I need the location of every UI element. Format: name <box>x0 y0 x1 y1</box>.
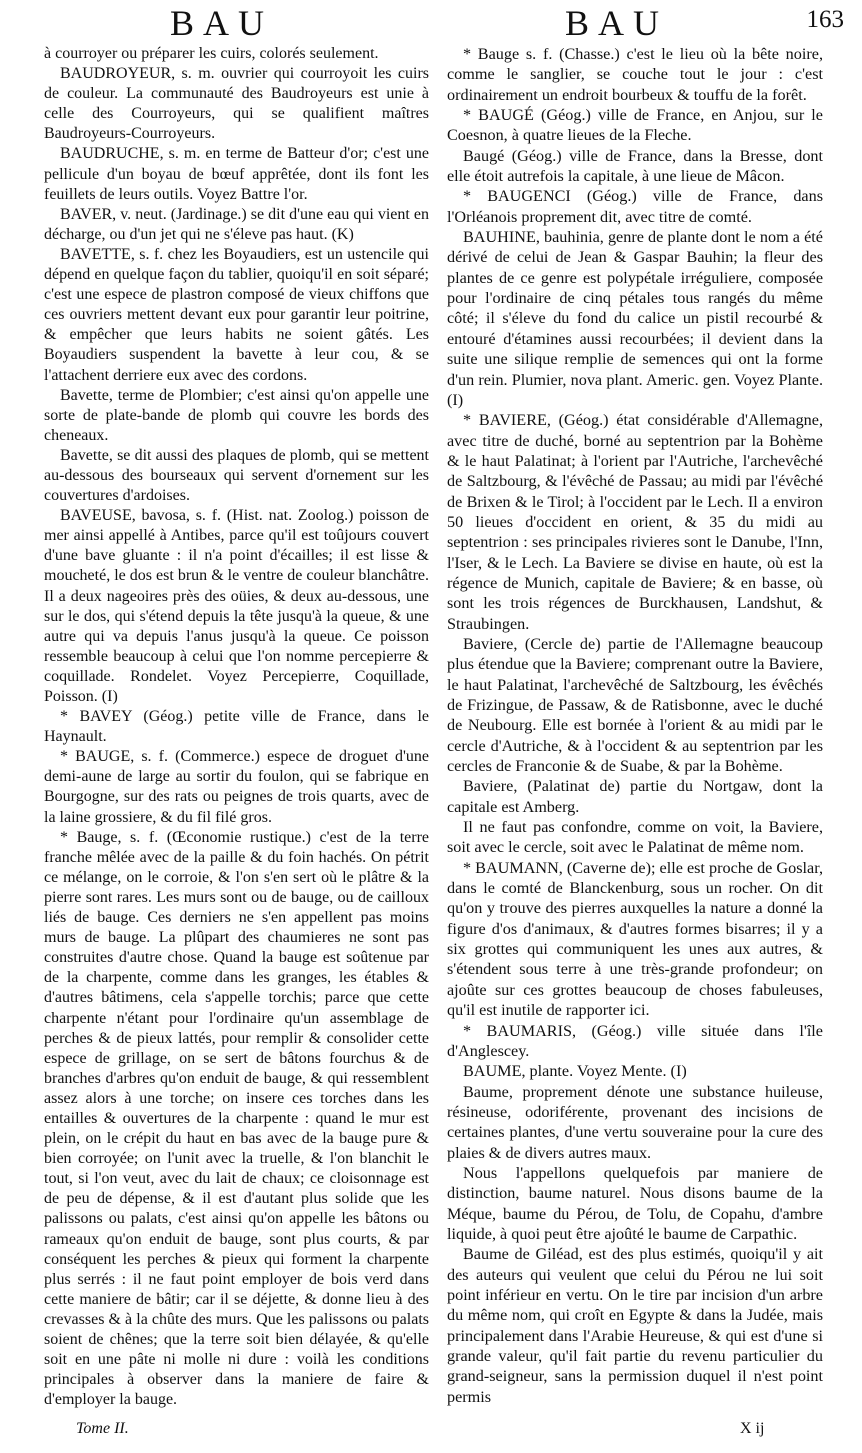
page-header <box>0 0 862 48</box>
article-paragraph: Nous l'appellons quelquefois par maniere de distinction, baume naturel. Nous disons baume de la Méque, baume du Pérou, de Tolu, de Copahu, d'ambre liquide, à quoi peut être ajoûté le baume de Carpathic. <box>447 1163 823 1243</box>
article-paragraph: BAUME, plante. Voyez Mente. (I) <box>463 1062 687 1081</box>
page-number: 163 <box>806 6 844 33</box>
article-paragraph: BAUDROYEUR, s. m. ouvrier qui courroyoit les cuirs de couleur. La communauté des Baudroyeurs est unie à celle des Courroyeurs, qui se qualifient maîtres Baudroyeurs-Courroyeurs. <box>44 65 429 143</box>
article-paragraph: Baugé (Géog.) ville de France, dans la Bresse, dont elle étoit autrefois la capitale, à une lieue de Mâcon. <box>447 146 823 186</box>
catchword: X ij <box>740 1420 765 1437</box>
left-column <box>44 44 429 1410</box>
volume-signature: Tome II. <box>76 1420 129 1437</box>
article-paragraph: * BAVIERE, (Géog.) état considérable d'Allemagne, avec titre de duché, borné au septentrion par la Bohème & le haut Palatinat; à l'orient par l'Autriche, l'archevêché de Saltzbourg, & l'évêché de Passau; au midi par l'évêché de Brixen & le Tirol; à l'occident par le Lech. Il a environ 50 lieues d'occident en orient, & 35 du midi au septentrion : ses principales rivieres sont le Danube, l'Inn, l'Iser, & le Lech. La Baviere se divise en haute, où est la régence de Munich, capitale de Baviere; & en basse, où sont les trois régences de Burckhausen, Landshut, & Straubingen. <box>447 411 823 633</box>
article-paragraph: BAUHINE, bauhinia, genre de plante dont le nom a été dérivé de celui de Jean & Gaspar Bauhin; la fleur des plantes de ce genre est polypétale irréguliere, composée pour l'ordinaire de cinq pétales tous rangés du même côté; il s'éleve du fond du calice un pistil recourbé & entouré d'étamines aussi recourbées; il devient dans la suite une silique remplie de semences qui ont la forme d'un rein. Plumier, nova plant. Americ. gen. Voyez Plante. (I) <box>447 228 823 409</box>
article-paragraph: BAUDRUCHE, s. m. en terme de Batteur d'or; c'est une pellicule d'un boyau de bœuf apprêtée, dont ils font les feuillets de leurs outils. Voyez Battre l'or. <box>44 145 429 203</box>
article-paragraph: Baviere, (Palatinat de) partie du Nortgaw, dont la capitale est Amberg. <box>447 777 823 816</box>
article-paragraph: * BAVEY (Géog.) petite ville de France, dans le Haynault. <box>44 708 429 746</box>
right-column <box>447 44 823 1407</box>
article-paragraph: BAVETTE, s. f. chez les Boyaudiers, est un ustencile qui dépend en quelque façon du tablier, quoiqu'il en soit séparé; c'est une espece de plastron composé de vieux chiffons que ces ouvriers mettent devant eux pour garantir leur poitrine, & empêcher que leurs habits ne soient gâtés. Les Boyaudiers suspendent la bavette à leur cou, & se l'attachent derriere eux avec des cordons. <box>44 245 429 384</box>
article-paragraph: * BAUGE, s. f. (Commerce.) espece de droguet d'une demi-aune de large au sortir du foulon, qui se fabrique en Bourgogne, sur des rats ou peignes de trois quarts, avec de la laine grossiere, & du fil filé gros. <box>44 748 429 826</box>
article-paragraph: * Bauge s. f. (Chasse.) c'est le lieu où la bête noire, comme le sanglier, se couche tout le jour : c'est ordinairement un endroit bourbeux & touffu de la forêt. <box>447 45 823 104</box>
article-paragraph: * BAUGENCI (Géog.) ville de France, dans l'Orléanois proprement dit, avec titre de comté. <box>447 187 823 226</box>
article-paragraph: * BAUMARIS, (Géog.) ville située dans l'île d'Anglescey. <box>447 1021 823 1060</box>
article-paragraph: Baume, proprement dénote une substance huileuse, résineuse, odoriférente, provenant des incisions de certaines plantes, d'une vertu souveraine pour la cure des plaies & de divers autres maux. <box>447 1082 823 1162</box>
article-paragraph: Il ne faut pas confondre, comme on voit, la Baviere, soit avec le cercle, soit avec le Palatinat de même nom. <box>447 818 823 857</box>
running-head-left: BAU <box>170 3 274 43</box>
running-head-right: BAU <box>565 3 669 43</box>
article-paragraph: * BAUMANN, (Caverne de); elle est proche de Goslar, dans le comté de Blanckenburg, sous un rocher. On dit qu'on y trouve des pierres auxquelles la nature a donné la figure d'os d'animaux, & d'autres formes bisarres; il y a six grottes qui communiquent les unes aux autres, & s'étendent sous terre à une très-grande profondeur; on ajoûte sur ces grottes beaucoup de choses fabuleuses, qu'il est inutile de rapporter ici. <box>447 858 823 1020</box>
article-paragraph: Baviere, (Cercle de) partie de l'Allemagne beaucoup plus étendue que la Baviere; comprenant outre la Baviere, le haut Palatinat, l'archevêché de Saltzbourg, les évêchés de Frizingue, de Passaw, & de Ratisbonne, avec le duché de Neubourg. Elle est bornée à l'orient & au midi par le cercle d'Autriche, & à l'occident & au septentrion par les cercles de Franconie & de Suabe, & par la Bohème. <box>447 634 823 776</box>
article-paragraph: BAVEUSE, bavosa, s. f. (Hist. nat. Zoolog.) poisson de mer ainsi appellé à Antibes, parce qu'il est toûjours couvert d'une bave gluante : il n'a point d'écailles; il est lisse & moucheté, le dos est brun & le ventre de couleur blanchâtre. Il a deux nageoires près des oüies, & deux au-dessous, une sur le dos, qui s'étend depuis la tête jusqu'à la queue, & une autre qui va depuis l'anus jusqu'à la queue. Ce poisson ressemble beaucoup à celui que l'on nomme percepierre & coquillade. Rondelet. Voyez Percepierre, Coquillade, Poisson. (I) <box>44 507 429 705</box>
article-paragraph: à courroyer ou préparer les cuirs, colorés seulement. <box>44 45 379 62</box>
article-paragraph: Bavette, terme de Plombier; c'est ainsi qu'on appelle une sorte de plate-bande de plomb qui couvre les bords des cheneaux. <box>44 386 429 444</box>
article-paragraph: * Bauge, s. f. (Œconomie rustique.) c'est de la terre franche mêlée avec de la paille & du foin hachés. On pétrit ce mélange, on le corroie, & l'on s'en sert où le plâtre & la pierre sont rares. Les murs sont ou de bauge, ou de cailloux liés de bauge. Ces derniers ne s'en appellent pas moins murs de bauge. La plûpart des chaumieres ne sont pas construites d'autre chose. Quand la bauge est soûtenue par de la charpente, comme dans les granges, les étables & d'autres bâtimens, cela s'appelle torchis; parce que cette charpente n'étant pour l'ordinaire qu'un assemblage de perches & de pieux lattés, pour remplir & consolider cette espece de grillage, on se sert de bâtons fourchus & de branches d'arbres qu'on enduit de bauge, & qui ressemblent assez alors à une torche; on insere ces torches dans les entailles & ouvertures de la charpente : quand le mur est plein, on le crépit du haut en bas avec de la bauge pure & bien corroyée; on l'unit avec la truelle, & l'on blanchit le tout, si l'on veut, avec du lait de chaux; ce cloisonnage est de peu de dépense, & il est d'autant plus solide que les palissons ou palats, c'est ainsi qu'on appelle les bâtons ou rameaux qu'on enduit de bauge, sont plus courts, & par conséquent les perches & pieux qui forment la charpente plus serrés : il ne faut point employer de bois verd dans cette maniere de bâtir; car il se déjette, & donne lieu à des crevasses & à la chûte des murs. Que les palissons ou palats soient de chênes; que la terre soit bien délayée, & qu'elle soit en une pâte ni molle ni dure : voilà les conditions principales à observer dans la maniere de faire & d'employer la bauge. <box>44 828 429 1409</box>
article-paragraph: Baume de Giléad, est des plus estimés, quoiqu'il y ait des auteurs qui veulent que celui du Pérou ne lui soit point inférieur en vertu. On le tire par incision d'un arbre du même nom, qui croît en Egypte & dans la Judée, mais principalement dans l'Arabie Heureuse, & qui est d'une si grande valeur, qu'il fait partie du revenu particulier du grand-seigneur, sans la permission duquel il n'est point permis <box>447 1245 823 1406</box>
article-paragraph: Bavette, se dit aussi des plaques de plomb, qui se mettent au-dessous des bourseaux qui servent d'ornement sur les couvertures d'ardoises. <box>44 446 429 505</box>
article-paragraph: BAVER, v. neut. (Jardinage.) se dit d'une eau qui vient en décharge, ou d'un jet qui ne s'éleve pas haut. (K) <box>44 205 429 243</box>
page-footer <box>0 1420 862 1450</box>
article-paragraph: * BAUGÉ (Géog.) ville de France, en Anjou, sur le Coesnon, à quatre lieues de la Fleche. <box>447 106 823 145</box>
